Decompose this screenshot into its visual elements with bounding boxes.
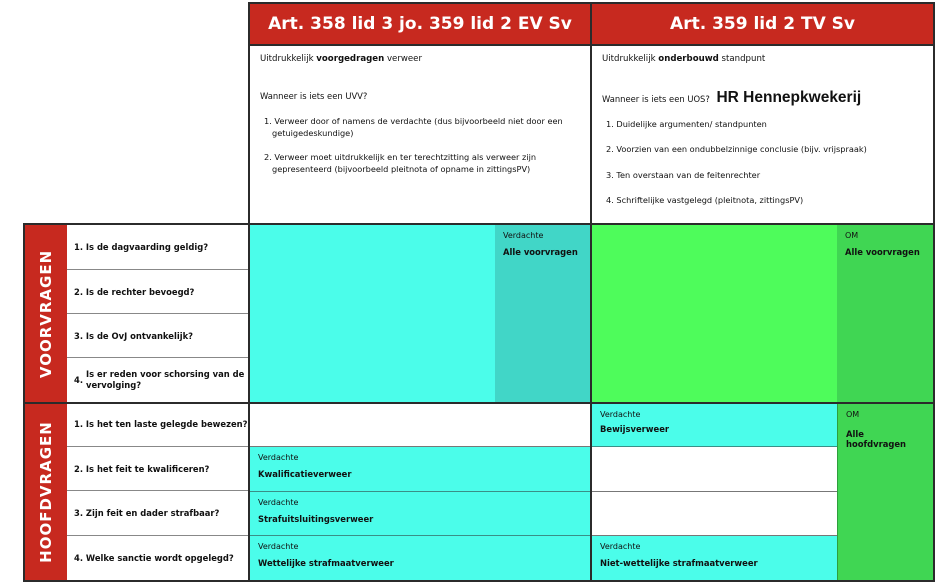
question-row bbox=[67, 225, 250, 270]
ev-hoofdvraag-cell bbox=[250, 536, 590, 580]
cell-defense-type: Alle hoofdvragen bbox=[846, 429, 906, 449]
question-text: 1. Is het ten laste gelegde bewezen? bbox=[74, 419, 248, 429]
question-row bbox=[67, 358, 250, 404]
ev-voorvragen-cell bbox=[495, 225, 590, 402]
cell-party: Verdachte bbox=[503, 231, 544, 240]
question-number: 4. bbox=[74, 375, 84, 385]
question-text: 2. Is het feit te kwalificeren? bbox=[74, 463, 210, 474]
cell-defense-type: Strafuitsluitingsverweer bbox=[258, 514, 374, 524]
cell-party: Verdachte bbox=[600, 410, 641, 419]
tv-criterion: 2. Voorzien van een ondubbelzinnige conclusie (bijv. vrijspraak) bbox=[606, 144, 867, 155]
question-row bbox=[67, 402, 250, 447]
cell-defense-type: Kwalificatieverweer bbox=[258, 469, 352, 479]
ev-criteria-list bbox=[260, 115, 580, 176]
ev-description bbox=[248, 44, 592, 225]
cell-party: OM bbox=[846, 410, 860, 419]
cell-defense-type: Alle voorvragen bbox=[845, 247, 920, 257]
tv-hoofdvraag-cell bbox=[592, 536, 837, 580]
ev-description-title bbox=[260, 53, 580, 66]
tv-voorvragen-area bbox=[592, 225, 837, 402]
tv-description-title bbox=[602, 53, 923, 66]
cell-party: Verdachte bbox=[258, 498, 299, 507]
tv-question-row bbox=[602, 86, 923, 109]
question-text: 3. Is de OvJ ontvankelijk? bbox=[74, 330, 193, 341]
question-text: Is er reden voor schorsing van de vervolging? bbox=[86, 369, 245, 390]
hoofdvragen-section-label bbox=[23, 402, 69, 582]
question-text: 1. Is de dagvaarding geldig? bbox=[74, 242, 209, 252]
tv-criterion: 3. Ten overstaan van de feitenrechter bbox=[606, 169, 761, 180]
ev-hoofdvraag-cell bbox=[250, 447, 590, 492]
ev-header-text: Art. 358 lid 3 jo. 359 lid 2 EV Sv bbox=[268, 14, 572, 34]
ev-column-header bbox=[248, 2, 592, 44]
hoofdvragen-questions bbox=[67, 402, 250, 582]
ev-hoofdvraag-empty-cell bbox=[250, 404, 590, 447]
tv-criterion: 4. Schriftelijke vastgelegd (pleitnota, zittingsPV) bbox=[606, 195, 804, 206]
voorvragen-label-text: VOORVRAGEN bbox=[37, 249, 55, 378]
question-row bbox=[67, 536, 250, 582]
question-row bbox=[67, 447, 250, 491]
tv-question: Wanneer is iets een UOS? bbox=[602, 93, 710, 104]
question-text: 4. Welke sanctie wordt opgelegd? bbox=[74, 553, 234, 563]
tv-title-post: standpunt bbox=[718, 54, 766, 64]
question-row bbox=[67, 270, 250, 314]
cell-party: Verdachte bbox=[258, 453, 299, 462]
tv-title-pre: Uitdrukkelijk bbox=[602, 54, 659, 64]
ev-title-post: verweer bbox=[384, 54, 422, 64]
tv-description bbox=[590, 44, 935, 225]
question-text: 3. Zijn feit en dader strafbaar? bbox=[74, 508, 220, 518]
voorvragen-questions bbox=[67, 223, 250, 404]
cell-defense-type: Wettelijke strafmaatverweer bbox=[258, 558, 394, 568]
tv-voorvragen-cell bbox=[837, 225, 933, 402]
hoofdvragen-label-text: HOOFDVRAGEN bbox=[37, 421, 56, 563]
cell-party: Verdachte bbox=[600, 542, 641, 551]
cell-defense-type: Bewijsverweer bbox=[600, 424, 670, 434]
question-row bbox=[67, 314, 250, 358]
tv-hoofdvraag-empty-cell bbox=[592, 447, 837, 492]
ev-voorvragen-area bbox=[250, 225, 495, 402]
voorvragen-section-label bbox=[23, 223, 69, 404]
tv-header-text: Art. 359 lid 2 TV Sv bbox=[670, 14, 855, 34]
tv-hoofdvraag-empty-cell bbox=[592, 492, 837, 536]
question-text: 2. Is de rechter bevoegd? bbox=[74, 286, 195, 297]
ev-title-pre: Uitdrukkelijk bbox=[260, 54, 317, 64]
tv-column-header bbox=[590, 2, 935, 44]
om-hoofdvragen-cell bbox=[837, 404, 933, 580]
tv-criterion: 1. Duidelijke argumenten/ standpunten bbox=[606, 119, 767, 130]
cell-party: Verdachte bbox=[258, 542, 299, 551]
cell-party: OM bbox=[845, 231, 859, 240]
ev-criterion: 2. Verweer moet uitdrukkelijk en ter terechtzitting als verweer zijn gepresenteerd (bijvoorbeeld pleitnota of opname in zittingsPV) bbox=[264, 152, 537, 175]
ev-criterion: 1. Verweer door of namens de verdachte (dus bijvoorbeeld niet door een getuigedeskundige) bbox=[264, 115, 563, 138]
tv-hoofdvraag-cell bbox=[592, 404, 837, 447]
ev-question: Wanneer is iets een UVV? bbox=[260, 90, 368, 101]
cell-defense-type: Niet-wettelijke strafmaatverweer bbox=[600, 558, 758, 568]
hr-hennepkwekerij-note: HR Hennepkwekerij bbox=[716, 88, 862, 106]
question-row bbox=[67, 491, 250, 536]
ev-hoofdvraag-cell bbox=[250, 492, 590, 536]
ev-title-bold: voorgedragen bbox=[316, 54, 385, 64]
tv-title-bold: onderbouwd bbox=[658, 54, 719, 64]
tv-criteria-list bbox=[602, 118, 923, 206]
cell-defense-type: Alle voorvragen bbox=[503, 247, 578, 257]
